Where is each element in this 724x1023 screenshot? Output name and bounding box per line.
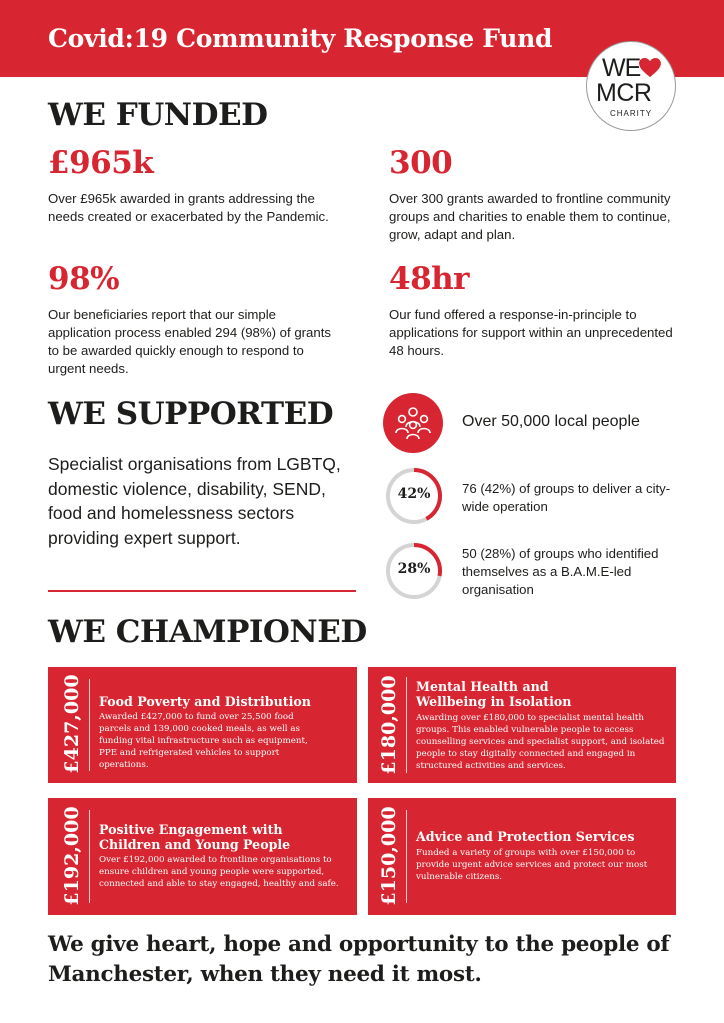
stat-text-300: Over 300 grants awarded to frontline community groups and charities to enable them to continue, grow, adapt and plan. <box>389 191 671 242</box>
stat-text-98: Our beneficiaries report that our simple application process enabled 294 (98%) of grants to be awarded quickly enough to respond to urgent needs. <box>48 307 331 376</box>
people-badge <box>383 393 443 453</box>
page-title: Covid:19 Community Response Fund <box>48 24 553 53</box>
logo-mcr-text: MCR <box>596 79 652 107</box>
people-group-icon <box>393 405 433 441</box>
we-supported-heading: WE SUPPORTED <box>48 396 334 432</box>
heart-icon <box>639 58 661 78</box>
card-title: Positive Engagement with Children and Young People <box>99 822 291 852</box>
card-divider <box>89 679 90 771</box>
ring-text-28: 50 (28%) of groups who identified themselves as a B.A.M.E-led organisation <box>462 546 659 597</box>
we-love-mcr-logo <box>586 41 676 131</box>
fund-card-children-young-people <box>48 798 357 915</box>
card-amount: £180,000 <box>378 675 400 775</box>
people-reach-text: Over 50,000 local people <box>462 413 640 430</box>
stat-value-48hr: 48hr <box>389 261 470 297</box>
ring-text-42: 76 (42%) of groups to deliver a city-wide operation <box>462 481 671 514</box>
we-funded-heading: WE FUNDED <box>48 97 268 133</box>
stat-value-965k: £965k <box>48 145 154 181</box>
fund-card-food-poverty <box>48 667 357 783</box>
card-title: Advice and Protection Services <box>416 829 635 844</box>
card-body: Awarded £427,000 to fund over 25,500 food parcels and 139,000 cooked meals, as well as funding vital infrastructure such as equipment, PPE and refrigerated vehicles to support operations. <box>99 712 308 770</box>
supported-description: Specialist organisations from LGBTQ, domestic violence, disability, SEND, food and homelessness sectors providing expert support. <box>48 454 341 548</box>
card-divider <box>406 677 407 773</box>
fund-card-mental-health <box>368 667 676 783</box>
logo-we-text: WE <box>602 54 641 82</box>
card-body: Awarding over £180,000 to specialist mental health groups. This enabled vulnerable people to access counselling services and specialist support, and isolated people to stay digitally connected and engaged in structured activities and services. <box>416 713 665 771</box>
card-amount: £427,000 <box>61 674 83 774</box>
card-divider <box>406 810 407 903</box>
ring-chart-42 <box>384 466 444 526</box>
card-title: Mental Health and Wellbeing in Isolation <box>416 679 572 709</box>
fund-card-advice-protection <box>368 798 676 915</box>
stat-value-98: 98% <box>48 261 120 297</box>
card-body: Over £192,000 awarded to frontline organisations to ensure children and young people were supported, connected and able to stay engaged, healthy and safe. <box>99 855 339 889</box>
stat-value-300: 300 <box>389 145 453 181</box>
logo-charity-text: CHARITY <box>609 109 653 118</box>
ring-label: 42% <box>397 486 431 502</box>
card-amount: £150,000 <box>378 806 400 906</box>
ring-label: 28% <box>397 561 431 577</box>
card-body: Funded a variety of groups with over £150,000 to provide urgent advice services and protect our most vulnerable citizens. <box>416 848 648 882</box>
card-divider <box>89 810 90 903</box>
card-amount: £192,000 <box>61 806 83 906</box>
footer-tagline: We give heart, hope and opportunity to the people of Manchester, when they need it most. <box>48 932 670 987</box>
stat-text-48hr: Our fund offered a response-in-principle to applications for support within an unprecedented 48 hours. <box>389 307 673 358</box>
stat-text-965k: Over £965k awarded in grants addressing the needs created or exacerbated by the Pandemic. <box>48 191 329 224</box>
card-title: Food Poverty and Distribution <box>99 694 311 709</box>
section-divider <box>48 590 356 592</box>
ring-chart-28 <box>384 541 444 601</box>
we-championed-heading: WE CHAMPIONED <box>48 614 367 650</box>
